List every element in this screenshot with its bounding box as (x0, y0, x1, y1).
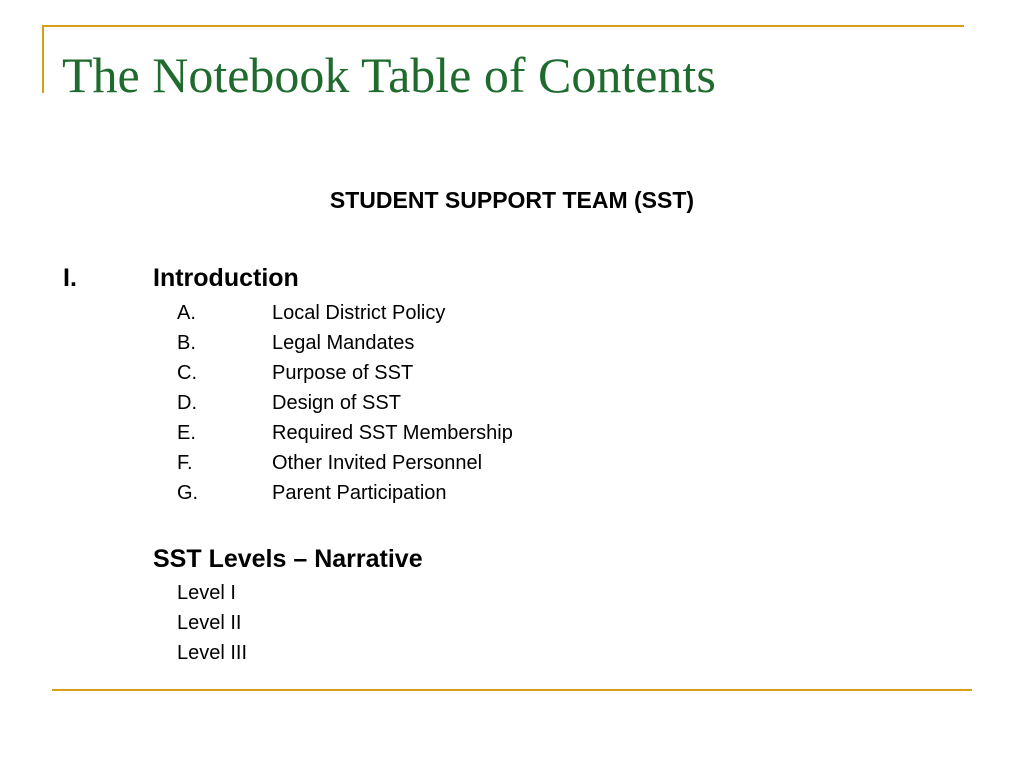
item-letter: A. (177, 302, 196, 324)
item-label: Design of SST (272, 392, 401, 414)
slide-title: The Notebook Table of Contents (62, 47, 716, 103)
item-label: Required SST Membership (272, 422, 513, 444)
bottom-border-rule (52, 689, 972, 691)
level-item: Level II (177, 612, 242, 634)
item-letter: B. (177, 332, 196, 354)
top-border-rule (42, 25, 964, 27)
level-item: Level I (177, 582, 236, 604)
item-letter: E. (177, 422, 196, 444)
item-label: Other Invited Personnel (272, 452, 483, 474)
item-letter: C. (177, 362, 197, 384)
document-subtitle: STUDENT SUPPORT TEAM (SST) (329, 187, 695, 213)
item-letter: F. (177, 452, 193, 474)
item-label: Local District Policy (272, 302, 446, 324)
item-letter: D. (177, 392, 197, 414)
item-label: Legal Mandates (272, 332, 415, 354)
item-label: Purpose of SST (272, 362, 414, 384)
item-letter: G. (177, 482, 199, 504)
section-title-sst-levels: SST Levels – Narrative (153, 545, 423, 573)
left-border-rule (42, 25, 44, 93)
section-number: I. (63, 264, 77, 292)
item-label: Parent Participation (272, 482, 447, 504)
section-title-introduction: Introduction (153, 264, 299, 292)
level-item: Level III (177, 642, 248, 664)
